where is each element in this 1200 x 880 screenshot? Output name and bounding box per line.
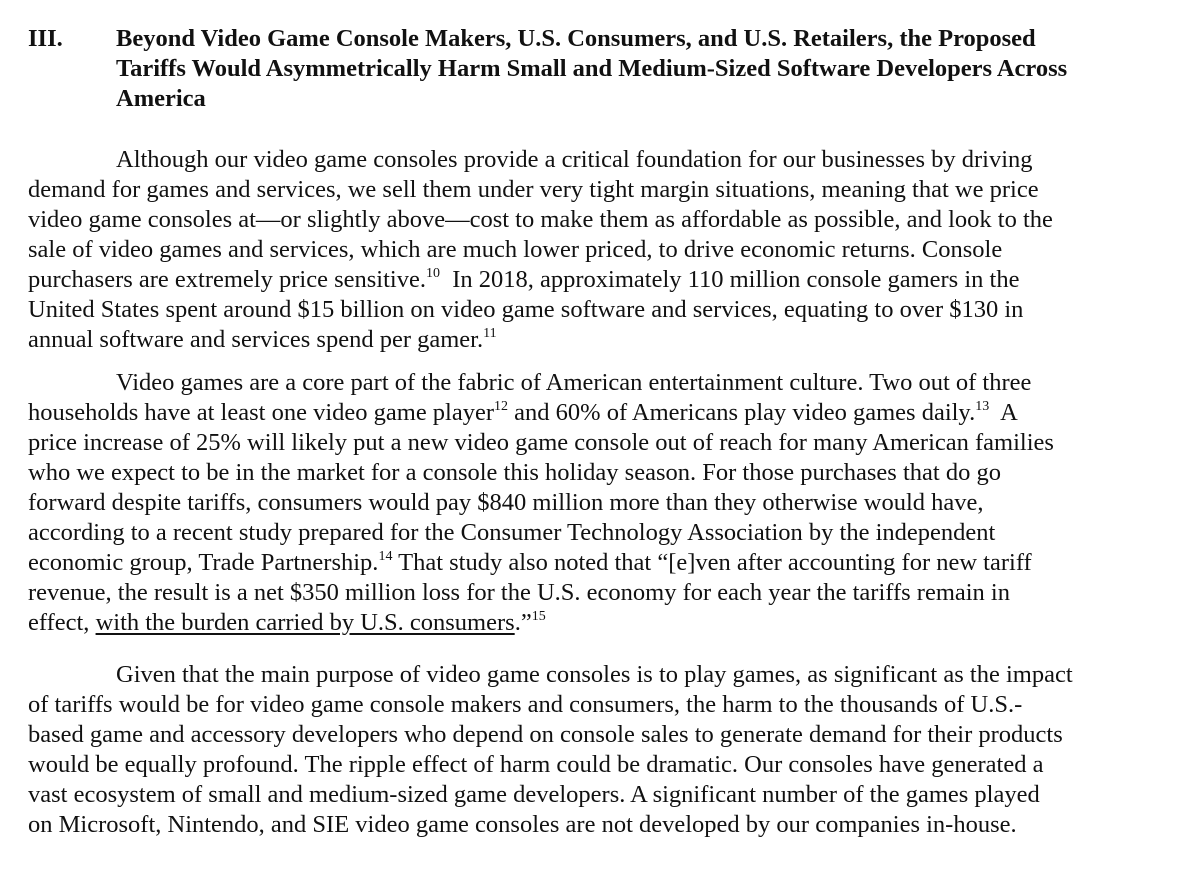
section-title-line: America (116, 85, 206, 112)
paragraph-line: demand for games and services, we sell them under very tight margin situations, meaning that we price (28, 176, 1039, 203)
paragraph-line: vast ecosystem of small and medium-sized game developers. A significant number of the games played (28, 781, 1040, 808)
paragraph-line (28, 548, 1178, 578)
paragraph-line: according to a recent study prepared for the Consumer Technology Association by the independent (28, 519, 996, 546)
paragraph-line (28, 265, 1178, 295)
footnote-ref-10[interactable]: 10 (425, 266, 440, 281)
footnote-ref-14[interactable]: 14 (378, 549, 393, 564)
paragraph-line: Although our video game consoles provide a critical foundation for our businesses by driving (116, 146, 1033, 173)
paragraph-line: price increase of 25% will likely put a new video game console out of reach for many American families (28, 429, 1054, 456)
text-run: purchasers are extremely price sensitive. (28, 266, 426, 293)
paragraph-american-culture (28, 368, 1178, 638)
footnote-ref-15[interactable]: 15 (531, 609, 546, 624)
paragraph-line: on Microsoft, Nintendo, and SIE video game consoles are not developed by our companies in-house. (28, 811, 1017, 838)
paragraph-line: Given that the main purpose of video game consoles is to play games, as significant as the impact (116, 661, 1073, 688)
section-title-line: Tariffs Would Asymmetrically Harm Small and Medium-Sized Software Developers Across (116, 55, 1068, 82)
paragraph-line: forward despite tariffs, consumers would pay $840 million more than they otherwise would have, (28, 489, 984, 516)
paragraph-line: would be equally profound. The ripple effect of harm could be dramatic. Our consoles have generated a (28, 751, 1044, 778)
paragraph-line: United States spent around $15 billion on video game software and services, equating to over $130 in (28, 296, 1024, 323)
paragraph-developer-impact (28, 660, 1178, 840)
paragraph-line: of tariffs would be for video game console makers and consumers, the harm to the thousands of U.S.- (28, 691, 1023, 718)
text-run: In 2018, approximately 110 million console gamers in the (439, 266, 1020, 293)
paragraph-line: revenue, the result is a net $350 million loss for the U.S. economy for each year the tariffs remain in (28, 579, 1010, 606)
paragraph-line (28, 398, 1178, 428)
underlined-quote: with the burden carried by U.S. consumers (95, 609, 515, 636)
paragraph-line: sale of video games and services, which are much lower priced, to drive economic returns. Console (28, 236, 1003, 263)
text-run: and 60% of Americans play video games daily. (508, 399, 976, 426)
text-run: .” (514, 609, 532, 636)
text-run: annual software and services spend per gamer. (28, 326, 484, 353)
footnote-ref-13[interactable]: 13 (975, 399, 990, 414)
text-run: A (989, 399, 1018, 426)
text-run: That study also noted that “[e]ven after accounting for new tariff (392, 549, 1032, 576)
section-title-line: Beyond Video Game Console Makers, U.S. Consumers, and U.S. Retailers, the Proposed (116, 25, 1036, 52)
paragraph-line: who we expect to be in the market for a console this holiday season. For those purchases that do go (28, 459, 1001, 486)
text-run: economic group, Trade Partnership. (28, 549, 379, 576)
footnote-ref-12[interactable]: 12 (494, 399, 509, 414)
paragraph-console-margins (28, 145, 1178, 355)
footnote-ref-11[interactable]: 11 (483, 326, 497, 341)
paragraph-line (28, 608, 1178, 638)
text-run: effect, (28, 609, 96, 636)
paragraph-line: based game and accessory developers who depend on console sales to generate demand for their products (28, 721, 1063, 748)
section-title (116, 24, 1191, 114)
paragraph-line (28, 325, 1178, 355)
section-number: III. (28, 25, 63, 52)
paragraph-line: Video games are a core part of the fabric of American entertainment culture. Two out of three (116, 369, 1032, 396)
paragraph-line: video game consoles at—or slightly above—cost to make them as affordable as possible, and look to the (28, 206, 1053, 233)
text-run: households have at least one video game player (28, 399, 495, 426)
